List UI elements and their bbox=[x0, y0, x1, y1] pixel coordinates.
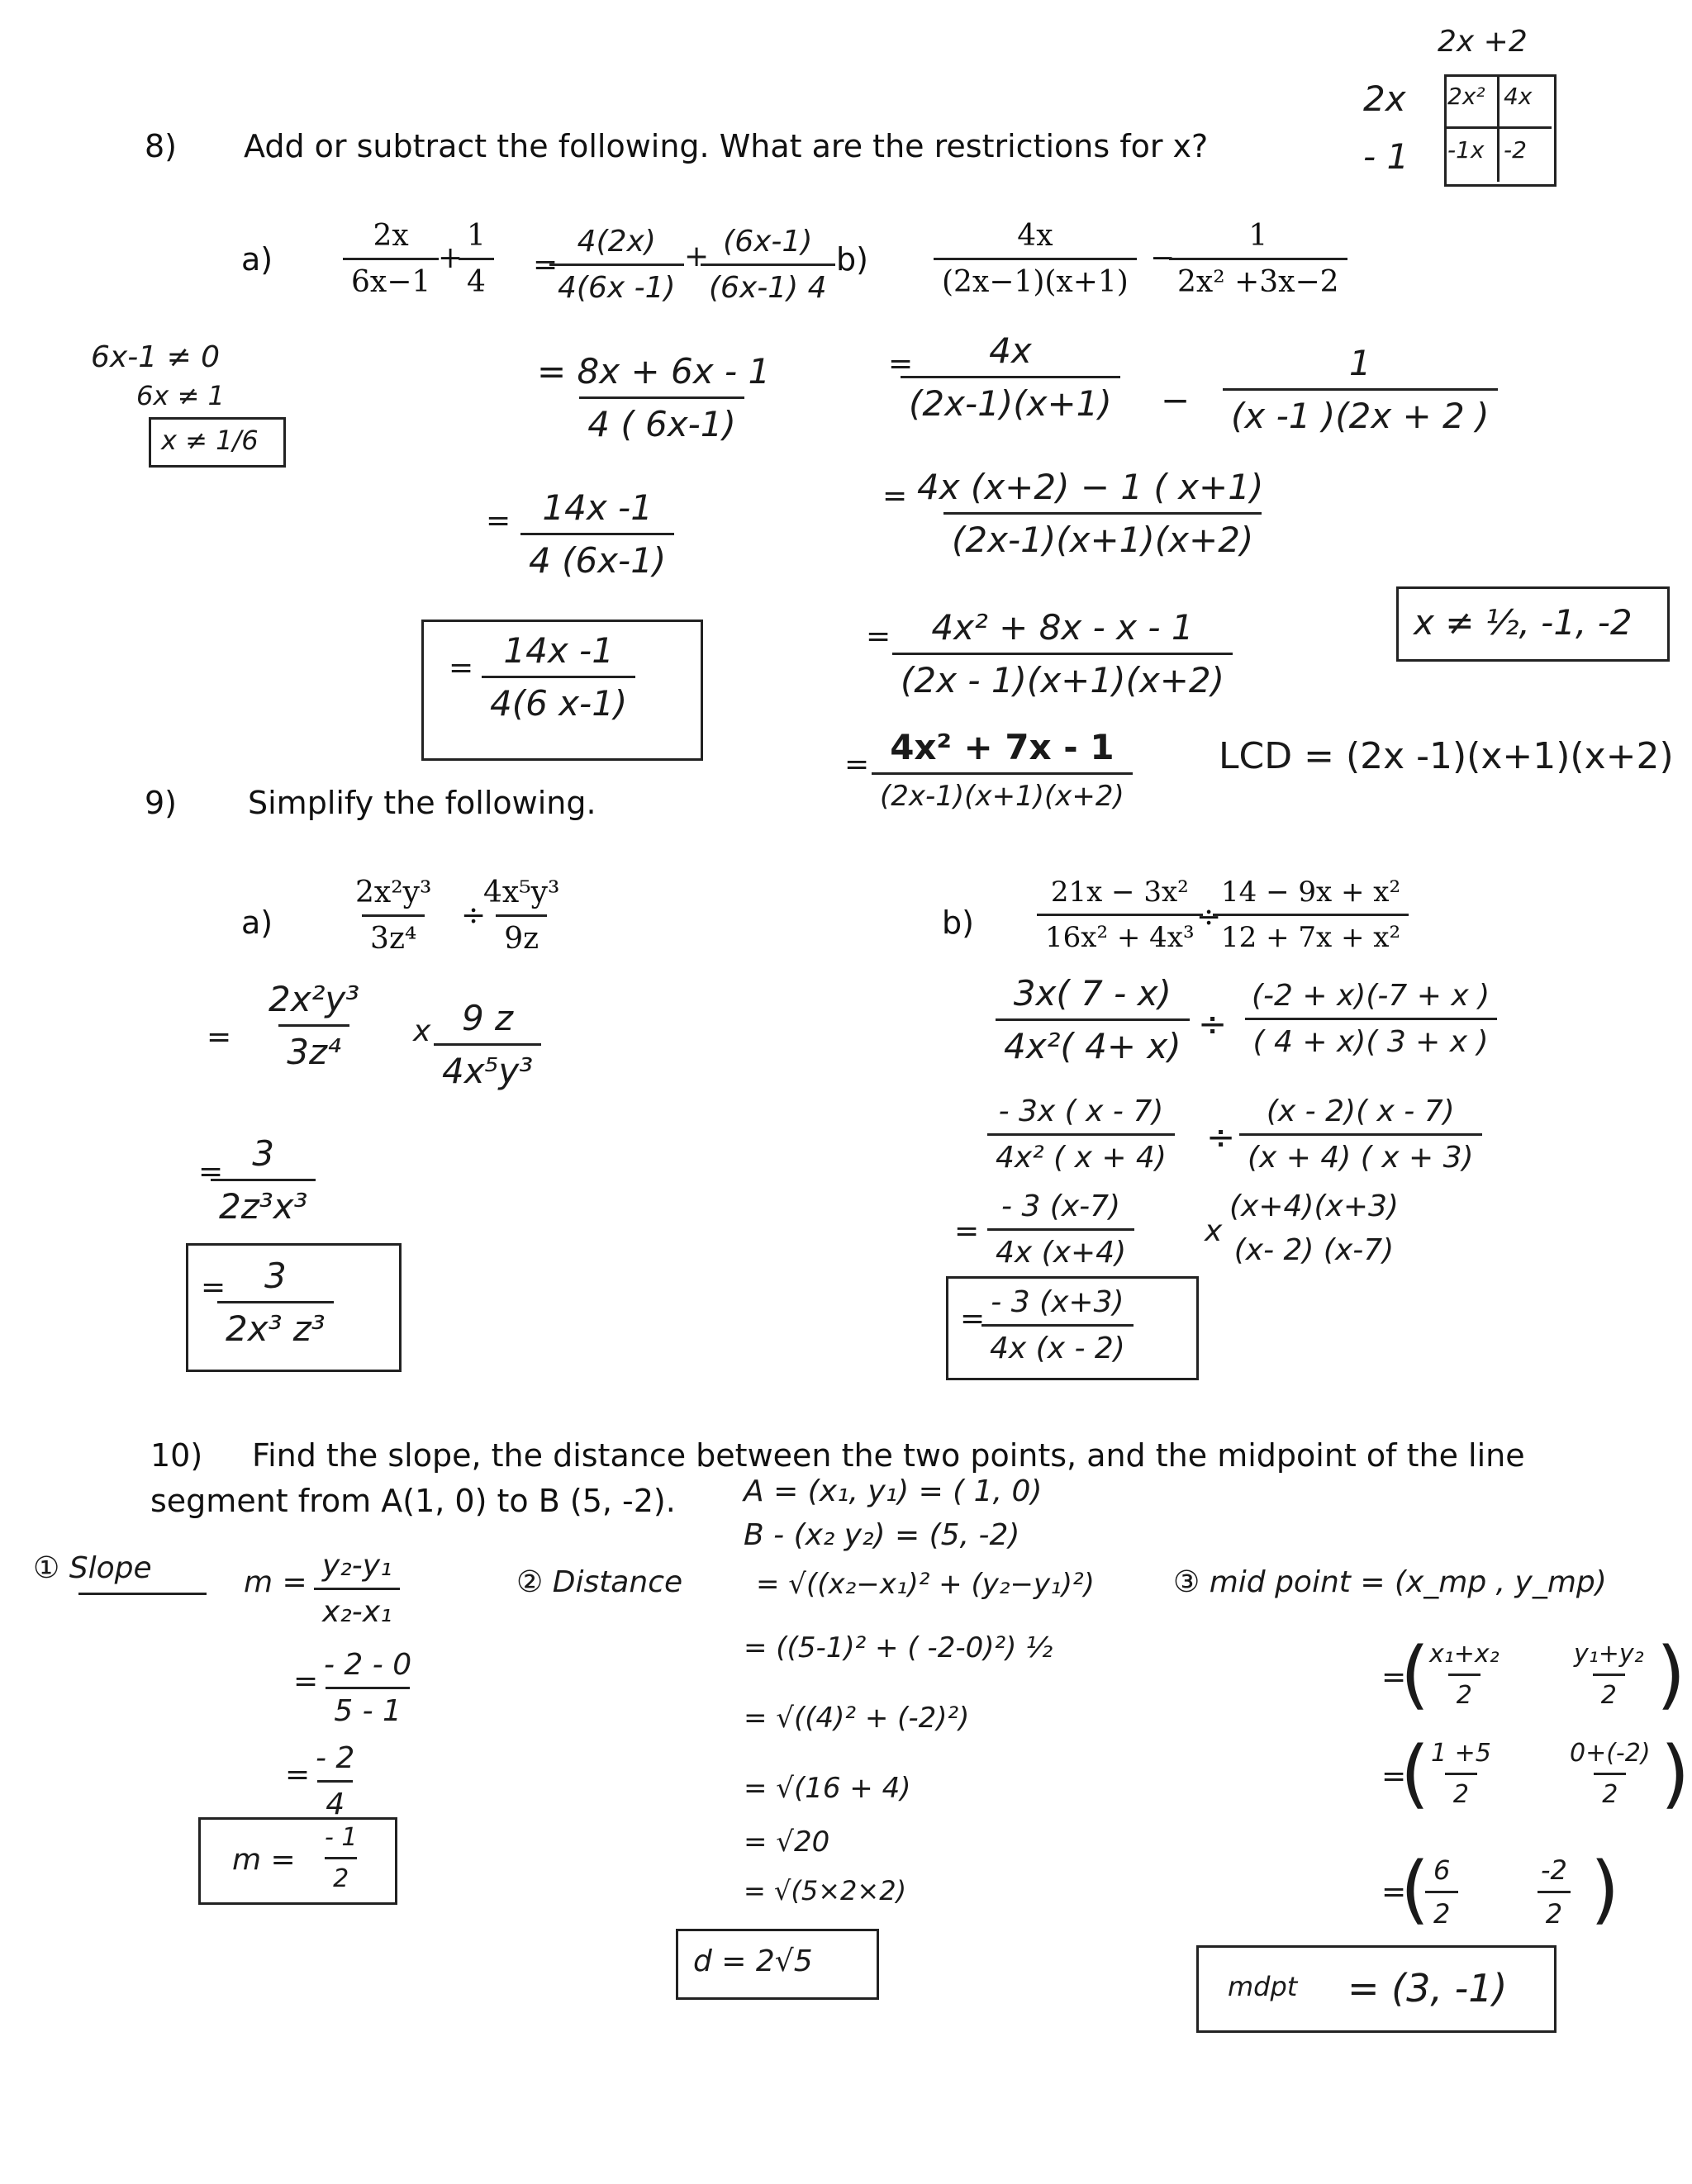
q10-slope-s1-den: 5 - 1 bbox=[326, 1687, 410, 1728]
q8b-s4-eq: = bbox=[844, 748, 870, 781]
q10-mid-s1-d2: 2 bbox=[1593, 1674, 1625, 1710]
q9b-frac2 bbox=[1213, 876, 1409, 954]
q8b-frac1 bbox=[934, 219, 1137, 299]
q9b-s3-d1: 4x (x+4) bbox=[987, 1228, 1134, 1270]
q10-mid-s3-open: ( bbox=[1400, 1846, 1430, 1933]
q8a-s2-num: = 8x + 6x - 1 bbox=[537, 351, 771, 392]
q10-distance-answer-box bbox=[676, 1929, 879, 2000]
q8b-label: b) bbox=[836, 241, 868, 278]
q10-slope-m: m = bbox=[244, 1565, 307, 1599]
q8b-s1-eq: = bbox=[888, 347, 914, 381]
q8a-s1-n1: 4(2x) bbox=[577, 225, 656, 259]
q8b-s4-num: 4x² + 7x - 1 bbox=[890, 727, 1115, 767]
q8a-s1-n2: (6x-1) bbox=[723, 225, 813, 259]
q10-mid-s1-n1: x₁+x₂ bbox=[1429, 1640, 1500, 1669]
q10-slope-s2-den: 4 bbox=[317, 1780, 353, 1821]
q8b-op: − bbox=[1150, 241, 1176, 275]
q9b-s3-frac1 bbox=[987, 1189, 1134, 1270]
q9b-s2-op: ÷ bbox=[1206, 1117, 1236, 1157]
q9b-s1-d1: 4x²( 4+ x) bbox=[996, 1018, 1190, 1066]
q10-mid-s3-close: ) bbox=[1590, 1846, 1620, 1933]
q9a-d2: 9z bbox=[496, 914, 547, 956]
q9-prompt: Simplify the following. bbox=[248, 785, 596, 821]
q10-point-b: B - (x₂ y₂) = (5, -2) bbox=[744, 1518, 1020, 1552]
q10-slope-s1 bbox=[316, 1648, 420, 1728]
q8b-d1: (2x−1)(x+1) bbox=[934, 258, 1137, 299]
q9a-n2: 4x⁵y³ bbox=[483, 876, 560, 909]
q10-mid-s2-n2: 0+(-2) bbox=[1570, 1739, 1651, 1768]
q8a-s3 bbox=[520, 487, 674, 581]
q10-mid-s3-d2: 2 bbox=[1538, 1891, 1571, 1930]
q10-slope-s2 bbox=[307, 1741, 363, 1821]
q10-mid-s1-open: ( bbox=[1400, 1631, 1430, 1718]
q9a-s1-frac2 bbox=[434, 998, 541, 1091]
q10-distance-l3: = √((4)² + (-2)²) bbox=[744, 1702, 970, 1735]
q9b-s3-n2: (x+4)(x+3) bbox=[1229, 1189, 1399, 1223]
q9b-s1-op: ÷ bbox=[1198, 1004, 1228, 1044]
q9a-s2-num: 3 bbox=[252, 1133, 275, 1174]
corner-cell4: -2 bbox=[1504, 136, 1527, 164]
q8b-lcd: LCD = (2x -1)(x+1)(x+2) bbox=[1219, 735, 1674, 777]
q8a-restr2: 6x ≠ 1 bbox=[136, 380, 225, 411]
q8a-s2 bbox=[529, 351, 795, 444]
q9b-s1-n1: 3x( 7 - x) bbox=[1013, 973, 1172, 1014]
q8a-op: + bbox=[438, 241, 463, 275]
q9a-d1: 3z⁴ bbox=[362, 914, 425, 956]
q9b-ans-eq: = bbox=[960, 1302, 986, 1336]
q10-mid-s1-n2: y₁+y₂ bbox=[1574, 1640, 1644, 1669]
q9b-s2-n1: - 3x ( x - 7) bbox=[998, 1094, 1164, 1128]
q9b-n1: 21x − 3x² bbox=[1050, 876, 1189, 909]
q10-mid-s2-open: ( bbox=[1400, 1731, 1430, 1817]
q10-distance-l1: = √((x₂−x₁)² + (y₂−y₁)²) bbox=[756, 1568, 1095, 1601]
q10-mid-s1-frac1 bbox=[1421, 1640, 1508, 1710]
q8a-s3-den: 4 (6x-1) bbox=[520, 533, 674, 581]
q8a-ans-num: 14x -1 bbox=[503, 630, 614, 671]
q8b-s1-frac2 bbox=[1223, 343, 1498, 436]
q9a-frac1 bbox=[347, 876, 440, 956]
q9a-ans bbox=[217, 1256, 334, 1349]
q9a-frac2 bbox=[475, 876, 568, 956]
q9a-answer-box bbox=[186, 1243, 402, 1372]
q9a-ans-eq: = bbox=[201, 1270, 226, 1304]
q10-slope-ans bbox=[316, 1823, 365, 1893]
q9a-s1-n1: 2x²y³ bbox=[269, 979, 360, 1019]
q10-slope-answer-box bbox=[198, 1817, 397, 1905]
q8b-s1-op: − bbox=[1161, 380, 1191, 420]
q9b-s2-d2: (x + 4) ( x + 3) bbox=[1239, 1133, 1482, 1175]
q8-prompt: Add or subtract the following. What are the restrictions for x? bbox=[244, 128, 1209, 164]
q9b-ans-num: - 3 (x+3) bbox=[991, 1285, 1124, 1319]
q10-slope-ans-num: - 1 bbox=[325, 1823, 358, 1852]
q8b-s3-eq: = bbox=[866, 620, 891, 653]
q10-point-a: A = (x₁, y₁) = ( 1, 0) bbox=[744, 1474, 1043, 1508]
q9a-s1-n2: 9 z bbox=[461, 998, 514, 1038]
q10-distance-l6: = √(5×2×2) bbox=[744, 1875, 907, 1906]
q10-mid-s1-eq: = bbox=[1381, 1660, 1407, 1694]
q9a-ans-num: 3 bbox=[264, 1256, 287, 1296]
q9a-s1-frac1 bbox=[260, 979, 368, 1072]
q10-slope-f-num: y₂-y₁ bbox=[322, 1549, 392, 1583]
q9a-s1-d2: 4x⁵y³ bbox=[434, 1043, 541, 1091]
q10-slope-s1-num: - 2 - 0 bbox=[324, 1648, 412, 1682]
q8a-s1-frac2 bbox=[701, 225, 835, 305]
q10-number: 10) bbox=[150, 1437, 203, 1474]
q8-number: 8) bbox=[145, 128, 178, 164]
corner-left2: - 1 bbox=[1363, 136, 1409, 177]
q10-mid-s3-frac2 bbox=[1533, 1854, 1576, 1930]
q8b-s2-den: (2x-1)(x+1)(x+2) bbox=[943, 512, 1262, 560]
q10-mid-s1-d1: 2 bbox=[1448, 1674, 1480, 1710]
q10-prompt-line1: Find the slope, the distance between the two points, and the midpoint of the line bbox=[252, 1437, 1525, 1474]
q8a-restr1: 6x-1 ≠ 0 bbox=[91, 340, 221, 374]
q10-mid-s2-eq: = bbox=[1381, 1759, 1407, 1793]
q9b-label: b) bbox=[942, 904, 974, 941]
q8a-n2: 1 bbox=[467, 219, 486, 253]
q10-mid-s1-frac2 bbox=[1566, 1640, 1652, 1710]
q10-slope-ans-label: m = bbox=[232, 1843, 296, 1877]
q8b-s3-num: 4x² + 8x - x - 1 bbox=[931, 607, 1194, 648]
q8b-n2: 1 bbox=[1248, 219, 1268, 253]
q9b-op: ÷ bbox=[1196, 900, 1222, 934]
corner-cell1: 2x² bbox=[1447, 83, 1485, 110]
q9b-s2-frac1 bbox=[987, 1094, 1175, 1175]
q10-mid-s2-frac2 bbox=[1561, 1739, 1659, 1809]
q9b-d1: 16x² + 4x³ bbox=[1037, 914, 1203, 954]
q9a-s1-d1: 3z⁴ bbox=[278, 1024, 349, 1072]
q10-mid-s2-close: ) bbox=[1661, 1731, 1690, 1817]
q8a-s1-eq: = bbox=[533, 248, 558, 282]
q10-midpoint-title: ③ mid point = (x_mp , y_mp) bbox=[1173, 1565, 1607, 1599]
q8a-label: a) bbox=[241, 241, 273, 278]
q8a-s1-frac1 bbox=[549, 225, 684, 305]
q8a-restr-ans: x ≠ 1/6 bbox=[161, 425, 259, 456]
q10-distance-title: ② Distance bbox=[516, 1565, 683, 1599]
q8a-restr-box bbox=[149, 417, 286, 468]
q8b-s1-frac1 bbox=[901, 330, 1120, 424]
q8a-d1: 6x−1 bbox=[343, 258, 439, 299]
q9b-s2-n2: (x - 2)( x - 7) bbox=[1266, 1094, 1455, 1128]
q10-prompt-line2: segment from A(1, 0) to B (5, -2). bbox=[150, 1483, 676, 1519]
q9a-s1-op: x bbox=[413, 1014, 431, 1048]
q8a-ans-eq: = bbox=[449, 651, 474, 685]
q10-slope-underline bbox=[78, 1593, 207, 1595]
q9a-s2 bbox=[211, 1133, 316, 1227]
q8a-ans-den: 4(6 x-1) bbox=[482, 676, 635, 724]
q8b-s2-eq: = bbox=[882, 479, 908, 513]
q9b-frac1 bbox=[1037, 876, 1203, 954]
q10-distance-ans: d = 2√5 bbox=[693, 1944, 813, 1978]
q9b-s3-d2: (x- 2) (x-7) bbox=[1233, 1233, 1395, 1267]
q8a-s2-den: 4 ( 6x-1) bbox=[579, 396, 744, 444]
q9a-s1-eq: = bbox=[207, 1020, 232, 1054]
q9b-ans bbox=[981, 1285, 1134, 1365]
q8a-frac2 bbox=[459, 219, 494, 299]
q9b-s2-d1: 4x² ( x + 4) bbox=[987, 1133, 1175, 1175]
q8a-answer-box bbox=[421, 620, 703, 761]
q10-mid-s2-d2: 2 bbox=[1594, 1773, 1626, 1809]
q9a-s2-den: 2z³x³ bbox=[211, 1179, 316, 1227]
q8a-s1-d2: (6x-1) 4 bbox=[701, 264, 835, 305]
q8a-s1-d1: 4(6x -1) bbox=[549, 264, 684, 305]
q8b-s4-den: (2x-1)(x+1)(x+2) bbox=[872, 772, 1133, 813]
q10-distance-l5: = √20 bbox=[744, 1826, 830, 1859]
q8a-n1: 2x bbox=[373, 219, 409, 253]
corner-left1: 2x bbox=[1363, 78, 1406, 119]
q8b-s1-d1: (2x-1)(x+1) bbox=[901, 376, 1120, 424]
q8b-frac2 bbox=[1169, 219, 1347, 299]
q8b-restr-box bbox=[1396, 586, 1670, 662]
q8a-ans bbox=[482, 630, 635, 724]
q10-mid-ans-value: = (3, -1) bbox=[1347, 1966, 1508, 2011]
q9b-s3-n1: - 3 (x-7) bbox=[1001, 1189, 1121, 1223]
q10-mid-s2-frac1 bbox=[1423, 1739, 1500, 1809]
q10-slope-formula bbox=[314, 1549, 400, 1629]
q10-mid-s3-d1: 2 bbox=[1425, 1891, 1458, 1930]
q9b-s2-frac2 bbox=[1239, 1094, 1482, 1175]
q9a-s2-eq: = bbox=[198, 1155, 224, 1189]
q10-mid-s1-close: ) bbox=[1656, 1631, 1686, 1718]
q8b-s2 bbox=[909, 467, 1296, 560]
q10-mid-s2-d1: 2 bbox=[1445, 1773, 1477, 1809]
q10-slope-s2-eq: = bbox=[285, 1758, 311, 1792]
q9b-s3-frac2 bbox=[1221, 1189, 1407, 1267]
q9a-ans-den: 2x³ z³ bbox=[217, 1301, 334, 1349]
q9-number: 9) bbox=[145, 785, 178, 821]
q8b-s1-d2: (x -1 )(2x + 2 ) bbox=[1223, 388, 1498, 436]
q10-midpoint-answer-box bbox=[1196, 1945, 1557, 2033]
q9b-s1-n2: (-2 + x)(-7 + x ) bbox=[1252, 979, 1490, 1013]
q8b-s1-n1: 4x bbox=[989, 330, 1032, 371]
q10-mid-ans-label: mdpt bbox=[1228, 1971, 1298, 2002]
q8b-s3 bbox=[892, 607, 1233, 700]
q8b-s2-num: 4x (x+2) − 1 ( x+1) bbox=[917, 467, 1264, 507]
q9b-s1-d2: ( 4 + x)( 3 + x ) bbox=[1245, 1018, 1497, 1059]
q8b-n1: 4x bbox=[1017, 219, 1053, 253]
q9b-s1-frac1 bbox=[996, 973, 1190, 1066]
corner-top: 2x +2 bbox=[1438, 25, 1528, 59]
q8b-s3-den: (2x - 1)(x+1)(x+2) bbox=[892, 653, 1233, 700]
q8b-s1-n2: 1 bbox=[1348, 343, 1371, 383]
q9a-n1: 2x²y³ bbox=[355, 876, 432, 909]
q10-slope-s2-num: - 2 bbox=[316, 1741, 355, 1775]
q9b-s1-frac2 bbox=[1243, 979, 1498, 1059]
q10-mid-s3-n1: 6 bbox=[1433, 1854, 1451, 1886]
q10-mid-s3-frac1 bbox=[1425, 1854, 1458, 1930]
q8a-d2: 4 bbox=[459, 258, 494, 299]
q8b-s4 bbox=[872, 727, 1133, 813]
q9b-ans-den: 4x (x - 2) bbox=[981, 1324, 1134, 1365]
q9b-answer-box bbox=[946, 1276, 1199, 1380]
q8a-s3-num: 14x -1 bbox=[542, 487, 653, 528]
q8a-s1-op: + bbox=[684, 240, 710, 273]
q10-distance-l4: = √(16 + 4) bbox=[744, 1772, 911, 1805]
q8a-s3-eq: = bbox=[486, 504, 511, 538]
q8b-d2: 2x² +3x−2 bbox=[1169, 258, 1347, 299]
q10-mid-s3-n2: -2 bbox=[1541, 1854, 1567, 1886]
q10-slope-f-den: x₂-x₁ bbox=[314, 1588, 400, 1629]
q10-mid-s3-eq: = bbox=[1381, 1875, 1407, 1909]
q10-mid-s2-n1: 1 +5 bbox=[1431, 1739, 1491, 1768]
q10-distance-l2: = ((5-1)² + ( -2-0)²) ½ bbox=[744, 1631, 1053, 1664]
q9b-s3-eq: = bbox=[954, 1214, 980, 1248]
q9b-s3-op: x bbox=[1205, 1214, 1223, 1248]
q9a-label: a) bbox=[241, 904, 273, 941]
corner-cell3: -1x bbox=[1447, 136, 1485, 164]
q9b-n2: 14 − 9x + x² bbox=[1221, 876, 1401, 909]
q8b-restr: x ≠ ½, -1, -2 bbox=[1414, 602, 1633, 643]
q10-slope-ans-den: 2 bbox=[325, 1857, 357, 1893]
q10-slope-s1-eq: = bbox=[293, 1664, 319, 1698]
q10-slope-title: ① Slope bbox=[33, 1551, 152, 1585]
q8a-frac1 bbox=[343, 219, 439, 299]
corner-grid-vline bbox=[1497, 74, 1500, 182]
q9b-d2: 12 + 7x + x² bbox=[1213, 914, 1409, 954]
q9a-op: ÷ bbox=[461, 899, 487, 933]
corner-cell2: 4x bbox=[1504, 83, 1533, 110]
